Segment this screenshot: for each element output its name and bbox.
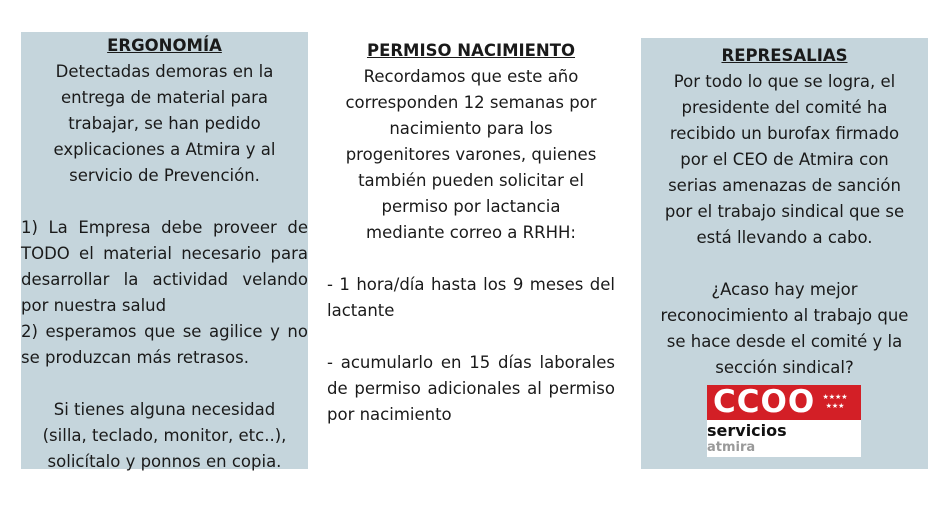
permiso-title: PERMISO NACIMIENTO [366, 41, 576, 60]
represalias-body-line: recibido un burofax firmado [669, 124, 900, 143]
permiso-intro-line: también pueden solicitar el [358, 171, 584, 190]
ergonomia-closing-line: (silla, teclado, monitor, etc..), [42, 426, 287, 445]
represalias-panel [641, 38, 928, 469]
represalias-title: REPRESALIAS [721, 46, 848, 65]
represalias-body-line: está llevando a cabo. [696, 228, 873, 247]
ergonomia-intro-line: explicaciones a Atmira y al [53, 140, 276, 159]
logo-red-bar [707, 385, 861, 420]
permiso-option-1: - 1 hora/día hasta los 9 meses del lactante [327, 275, 615, 320]
represalias-body-line: presidente del comité ha [681, 98, 888, 117]
logo-atmira-text: atmira [707, 440, 756, 455]
stars-icon: ★★★★ ★★★ [822, 393, 848, 410]
permiso-panel [327, 38, 615, 458]
represalias-question-line: ¿Acaso hay mejor [711, 280, 858, 299]
permiso-intro-line: nacimiento para los [389, 119, 553, 138]
permiso-intro-line: corresponden 12 semanas por [345, 93, 597, 112]
permiso-intro-line: Recordamos que este año [363, 67, 579, 86]
represalias-body-line: serias amenazas de sanción [668, 176, 901, 195]
ergonomia-intro-line: trabajar, se han pedido [68, 114, 261, 133]
represalias-body-line: por el trabajo sindical que se [664, 202, 905, 221]
represalias-body-line: Por todo lo que se logra, el [673, 72, 896, 91]
represalias-question-line: reconocimiento al trabajo que [660, 306, 909, 325]
represalias-body-line: por el CEO de Atmira con [680, 150, 889, 169]
permiso-intro-line: progenitores varones, quienes [345, 145, 597, 164]
permiso-intro-line: mediante correo a RRHH: [366, 223, 576, 242]
ergonomia-intro-line: Detectadas demoras en la [55, 62, 274, 81]
ccoo-servicios-logo [707, 385, 861, 457]
ergonomia-closing-line: Si tienes alguna necesidad [53, 400, 276, 419]
logo-wordmark: CCOO [713, 384, 816, 420]
ergonomia-intro-line: servicio de Prevención. [69, 166, 260, 185]
ergonomia-panel [21, 32, 308, 469]
represalias-question-line: se hace desde el comité y la [666, 332, 903, 351]
ergonomia-point-1: 1) La Empresa debe proveer de TODO el material necesario para desarrollar la actividad velando por nuestra salud [21, 218, 308, 315]
ergonomia-closing-line: solicítalo y ponnos en copia. [47, 452, 282, 471]
logo-servicios-text: servicios [707, 421, 787, 440]
permiso-intro-line: permiso por lactancia [381, 197, 561, 216]
ergonomia-intro-line: entrega de material para [61, 88, 268, 107]
ergonomia-point-2: 2) esperamos que se agilice y no se produzcan más retrasos. [21, 322, 308, 367]
represalias-question-line: sección sindical? [715, 358, 854, 377]
ergonomia-title: ERGONOMÍA [107, 36, 222, 55]
permiso-option-2: - acumularlo en 15 días laborales de permiso adicionales al permiso por nacimiento [327, 353, 615, 424]
